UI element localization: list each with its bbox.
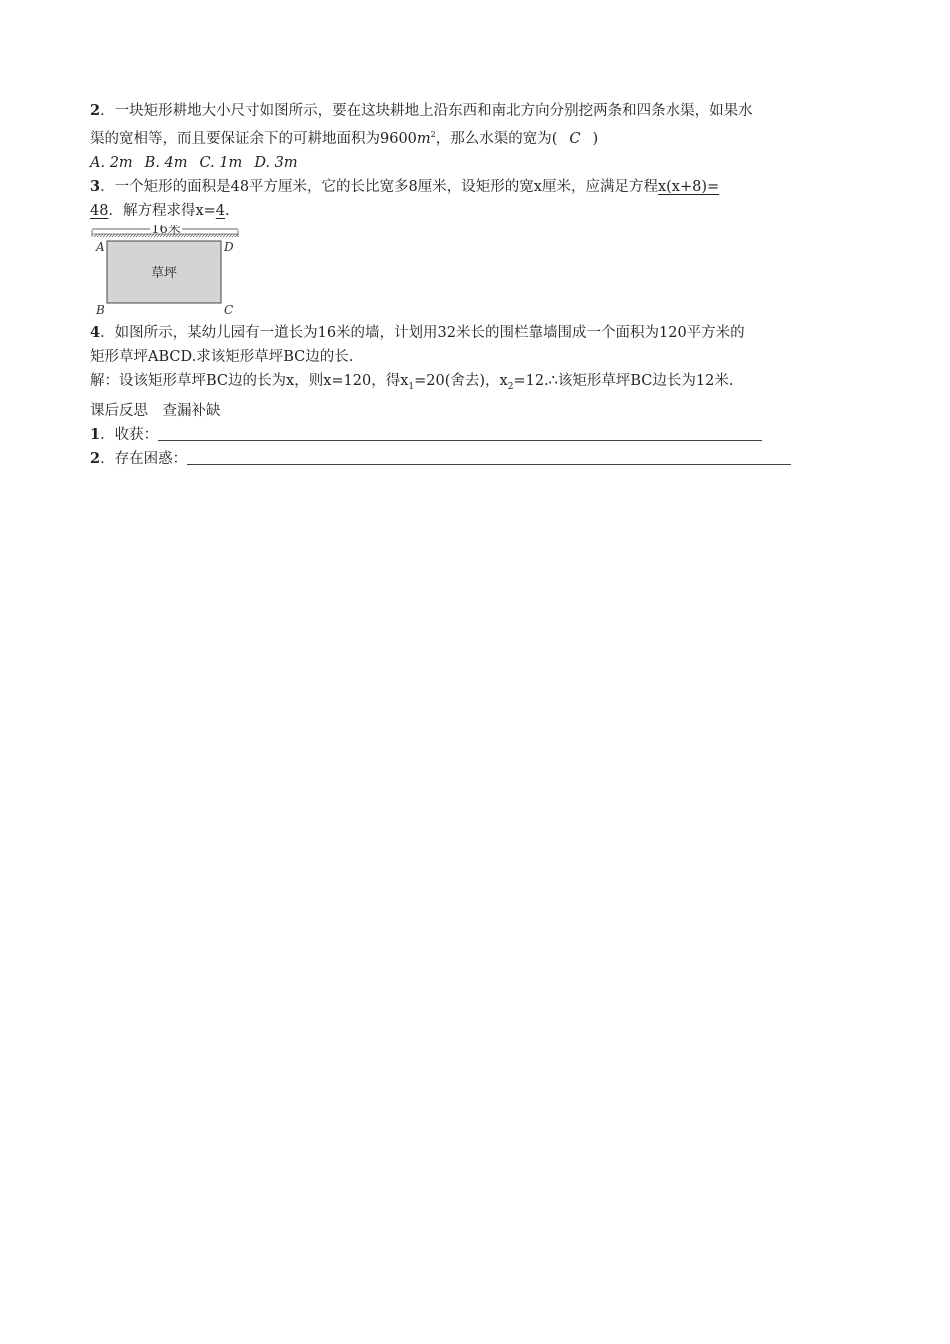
reflection-item-2: [90, 447, 870, 471]
q3-equation-part1: x(x+8)=: [657, 178, 720, 195]
reflection-item2-number: 2: [90, 449, 101, 467]
hatch-mark: [109, 234, 112, 237]
q4-solution-mid: =20(舍去)，x: [414, 372, 508, 389]
vertex-d-label: D: [224, 239, 234, 254]
hatch-mark: [103, 234, 106, 237]
q2-line2: [90, 123, 870, 151]
q3-number: 3: [90, 177, 101, 195]
hatch-mark: [136, 234, 139, 237]
hatch-mark: [94, 234, 97, 237]
hatch-mark: [121, 234, 124, 237]
q4-line1: [90, 321, 870, 345]
hatch-mark: [187, 234, 190, 237]
hatch-mark: [193, 234, 196, 237]
hatch-mark: [208, 234, 211, 237]
q2-option-d: D. 3m: [254, 154, 298, 171]
vertex-b-label: B: [96, 302, 105, 317]
q2-option-b: B. 4m: [144, 154, 188, 171]
q2-area-unit: m: [416, 130, 431, 147]
hatch-mark: [106, 234, 109, 237]
q4-sub1: 1: [408, 381, 415, 392]
q3-period: .: [225, 202, 230, 219]
hatch-mark: [130, 234, 133, 237]
reflection-item2-label: ．存在困惑：: [100, 450, 188, 467]
hatch-mark: [124, 234, 127, 237]
reflection-item1-number: 1: [90, 425, 101, 443]
hatch-mark: [214, 234, 217, 237]
q3-solution: 4: [215, 202, 226, 219]
hatch-mark: [223, 234, 226, 237]
q3-equation-part2: 48: [90, 202, 109, 219]
hatch-mark: [115, 234, 118, 237]
hatch-mark: [196, 234, 199, 237]
hatch-mark: [112, 234, 115, 237]
q2-option-a: A. 2m: [90, 154, 133, 171]
q4-sub2: 2: [507, 381, 514, 392]
harvest-blank-line[interactable]: [158, 426, 762, 441]
q2-text-line1: ．一块矩形耕地大小尺寸如图所示，要在这块耕地上沿东西和南北方向分别挖两条和四条水渠，如果水: [100, 103, 753, 119]
q2-text-line2-post: ，那么水渠的宽为(: [435, 130, 558, 147]
q4-solution-pre: 解：设该矩形草坪BC边的长为x，则x=120，得x: [90, 372, 409, 389]
hatch-mark: [220, 234, 223, 237]
hatch-mark: [205, 234, 208, 237]
hatch-mark: [127, 234, 130, 237]
lawn-label: 草坪: [150, 265, 178, 281]
q2-answer: C: [569, 130, 581, 147]
vertex-a-label: A: [96, 239, 105, 254]
hatch-mark: [232, 234, 235, 237]
q2-options: [90, 151, 870, 175]
lawn-diagram: [90, 225, 250, 317]
hatch-mark: [142, 234, 145, 237]
q4-text-line1: ．如图所示，某幼儿园有一道长为16米的墙，计划用32米长的围栏靠墙围成一个面积为120平方米的: [100, 324, 745, 341]
hatch-mark: [181, 234, 184, 237]
hatch-mark: [211, 234, 214, 237]
q3-text-line2: ．解方程求得x=: [108, 202, 216, 219]
q2-number: 2: [90, 102, 101, 119]
hatch-mark: [145, 234, 148, 237]
q4-number: 4: [90, 323, 101, 341]
q3-text-line1: ．一个矩形的面积是48平方厘米，它的长比宽多8厘米，设矩形的宽x厘米，应满足方程: [100, 178, 658, 195]
reflection-item-1: [90, 423, 870, 447]
width-label: 16米: [151, 224, 181, 237]
q3-line1: [90, 175, 870, 199]
q4-line2: [90, 345, 870, 369]
hatch-mark: [217, 234, 220, 237]
q4-text-line2: 矩形草坪ABCD.求该矩形草坪BC边的长.: [90, 348, 354, 365]
hatch-mark: [199, 234, 202, 237]
hatch-mark: [118, 234, 121, 237]
hatch-mark: [97, 234, 100, 237]
hatch-mark: [202, 234, 205, 237]
q3-line2: [90, 199, 870, 223]
q4-solution-post: =12.∴该矩形草坪BC边长为12米.: [513, 372, 734, 389]
q2-text-line2: 渠的宽相等，而且要保证余下的可耕地面积为9600: [90, 130, 417, 147]
confusion-blank-line[interactable]: [187, 450, 791, 465]
q2-line1: [90, 99, 870, 123]
q2-area-sup: 2: [430, 130, 436, 139]
reflection-item1-label: ．收获：: [100, 426, 159, 443]
hatch-mark: [190, 234, 193, 237]
hatch-mark: [235, 234, 238, 237]
q4-solution: [90, 369, 870, 399]
hatch-mark: [184, 234, 187, 237]
hatch-mark: [100, 234, 103, 237]
vertex-c-label: C: [224, 302, 234, 317]
worksheet-page: [90, 99, 870, 471]
hatch-mark: [139, 234, 142, 237]
reflection-heading: 课后反思 查漏补缺: [90, 402, 221, 419]
q2-close-paren: ): [592, 130, 599, 147]
hatch-mark: [226, 234, 229, 237]
hatch-mark: [229, 234, 232, 237]
hatch-mark: [133, 234, 136, 237]
q2-option-c: C. 1m: [199, 154, 243, 171]
